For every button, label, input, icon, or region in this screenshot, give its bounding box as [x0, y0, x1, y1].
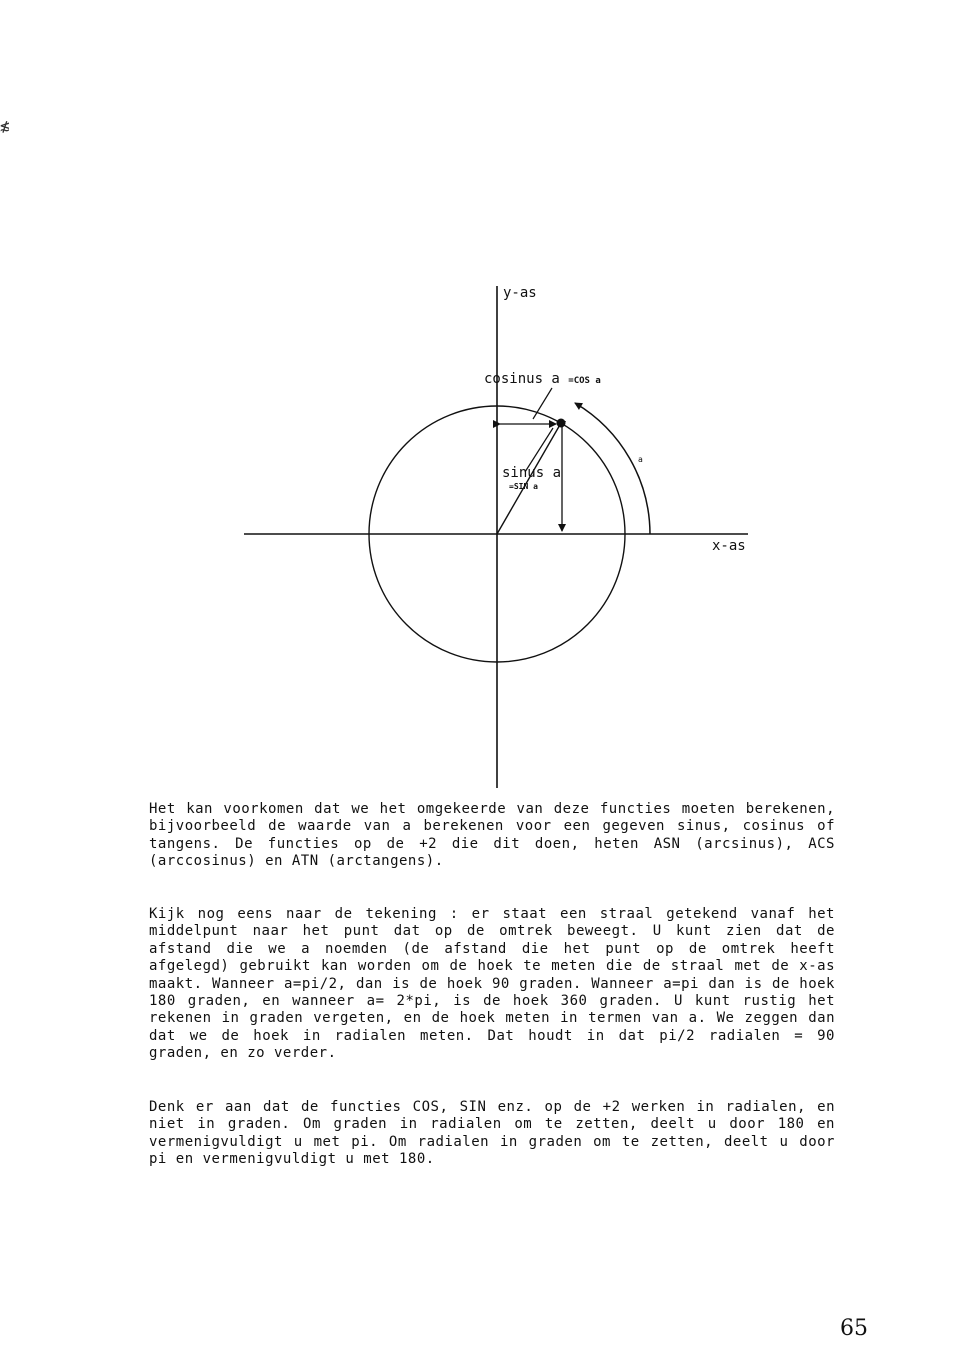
cosine-label-main: cosinus a: [484, 371, 560, 387]
sine-label-formula: =SIN a: [509, 482, 538, 491]
arc-label: a: [638, 455, 643, 464]
point-on-circle: [557, 419, 566, 428]
margin-mark: ≴: [0, 116, 10, 135]
paragraph-radians-explanation: Kijk nog eens naar de tekening : er staat een straal getekend vanaf het middelpunt naar het punt dat op de omtrek beweegt. U kunt zien dat de afstand die we a noemden (de afstand die het punt op de omtrek heeft afgelegd) gebruikt kan worden om de hoek te meten die de straal met de x-as maakt. Wanneer a=pi/2, dan is de hoek 90 graden. Wanneer a=pi dan is de hoek 180 graden, en wanneer a= 2*pi, is de hoek 360 graden. U kunt rustig het rekenen in graden vergeten, en de hoek meten in termen van a. We zeggen dan dat we de hoek in radialen meten. Dat houdt in dat pi/2 radialen = 90 graden, en zo verder.: [149, 906, 835, 1062]
x-axis-label: x-as: [712, 538, 746, 554]
cosine-label-formula: =COS a: [568, 376, 601, 386]
arc-a: [575, 403, 650, 534]
paragraph-conversion-note: Denk er aan dat de functies COS, SIN enz. op de +2 werken in radialen, en niet in graden. Om graden in radialen om te zetten, deelt u door 180 en vermenigvuldigt u met pi. Om radialen in graden om te zetten, deelt u door pi en vermenigvuldigt u met 180.: [149, 1099, 835, 1168]
page-number: 65: [840, 1316, 868, 1341]
sine-label-main: sinus a: [502, 465, 562, 481]
cosine-label: [484, 371, 601, 387]
paragraph-inverse-functions: Het kan voorkomen dat we het omgekeerde van deze functies moeten berekenen, bijvoorbeeld de waarde van a berekenen voor een gegeven sinus, cosinus of tangens. De functies op de +2 die dit doen, heten ASN (arcsinus), ACS (arccosinus) en ATN (arctangens).: [149, 801, 835, 870]
y-axis-label: y-as: [503, 285, 537, 301]
